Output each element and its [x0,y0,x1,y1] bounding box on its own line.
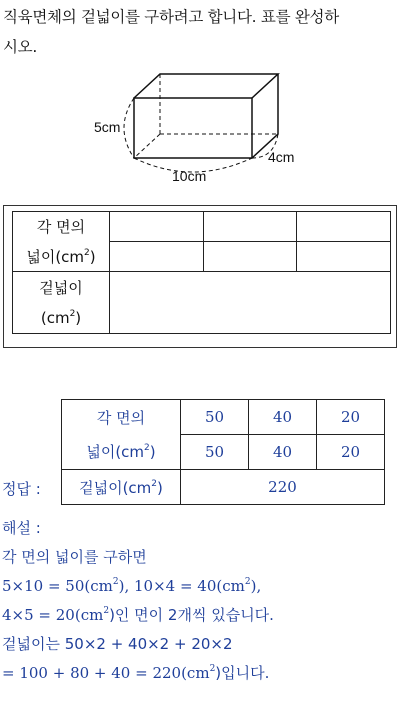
blank-cell[interactable] [297,242,391,272]
solution-line-1: 각 면의 넓이를 구하면 [2,548,147,566]
answer-cell: 20 [317,400,385,435]
question-table [12,211,391,334]
blank-total-cell[interactable] [110,272,391,334]
blank-cell[interactable] [110,212,204,242]
length-label: 10cm [172,168,207,184]
depth-label: 4cm [268,149,295,165]
solution-line-2: $5\times 10 = 50(cm^2)$, $10\times 4 = 40(cm^2)$, [2,577,262,595]
solution-line-4: 겉넓이는 50×2 + 40×2 + 20×2 [2,635,233,653]
rectangular-prism-figure [92,68,312,188]
answer-total-cell: 220 [181,470,385,505]
answer-table [61,399,385,505]
question-text [3,2,398,62]
row-header-total-area: 겉넓이 $(cm^2)$ [13,272,110,334]
blank-cell[interactable] [297,212,391,242]
question-line-2: 시오. [3,38,37,56]
solution-block [2,514,398,688]
blank-cell[interactable] [110,242,204,272]
answer-cell: 50 [181,400,249,435]
blank-cell[interactable] [203,212,297,242]
answer-header-total-area: 겉넓이$(cm^2)$ [62,470,181,505]
question-table-frame [3,205,397,348]
answer-header-face-area-top: 각 면의 [62,400,181,435]
row-header-face-area-top: 각 면의 [13,212,110,242]
answer-cell: 20 [317,435,385,470]
solution-line-5: = $100 + 80 + 40 = 220(cm^2)$입니다. [2,664,270,682]
answer-label: 정답 : [2,480,41,498]
answer-cell: 50 [181,435,249,470]
row-header-face-area-bottom: 넓이$(cm^2)$ [13,242,110,272]
solution-title: 해설 : [2,519,41,537]
answer-header-face-area-bottom: 넓이$(cm^2)$ [62,435,181,470]
answer-cell: 40 [249,435,317,470]
blank-cell[interactable] [203,242,297,272]
solution-line-3: $4\times 5 = 20(cm^2)$인 면이 2개씩 있습니다. [2,606,274,624]
height-label: 5cm [94,119,121,135]
question-line-1: 직육면체의 겉넓이를 구하려고 합니다. 표를 완성하 [3,8,339,26]
answer-cell: 40 [249,400,317,435]
